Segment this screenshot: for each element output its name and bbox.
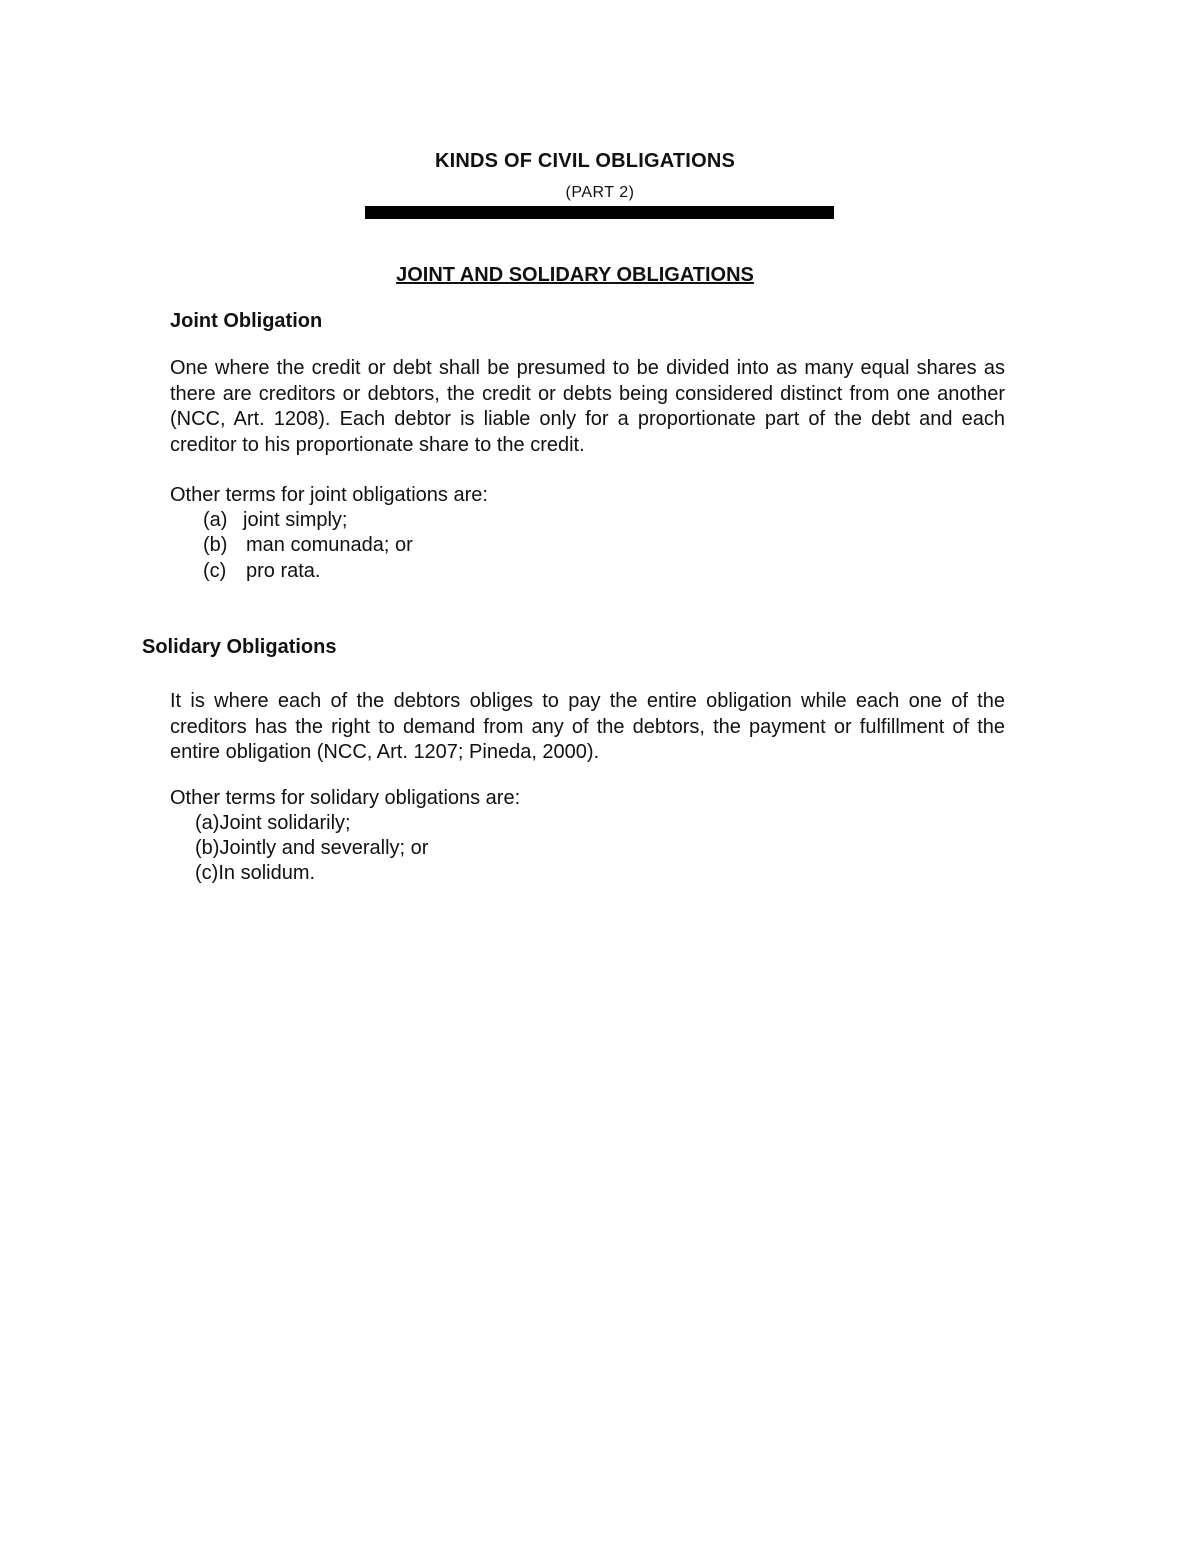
list-text: man comunada; or [246,534,413,556]
list-marker: (b) [203,534,228,556]
list-marker: (c) [203,560,227,582]
joint-obligation-paragraph: One where the credit or debt shall be presumed to be divided into as many equal shares as there are creditors or debtors, the credit or debts being considered distinct from one another (NCC, Art. 1208). Each debtor is liable only for a proportionate part of the debt and each creditor to his proportionate share to the credit. [170,357,1005,456]
list-item [203,508,347,534]
list-item [195,836,428,862]
list-item [203,559,320,585]
solidary-terms-intro: Other terms for solidary obligations are: [170,787,521,809]
section-heading: JOINT AND SOLIDARY OBLIGATIONS [396,264,754,286]
list-marker: (a) [195,812,220,834]
list-item [195,811,351,837]
list-text: joint simply; [243,509,348,531]
list-marker: (c) [195,862,219,884]
list-marker: (b) [195,837,220,859]
list-text: Jointly and severally; or [219,837,429,859]
document-subtitle: (PART 2) [565,184,635,201]
solidary-obligations-paragraph: It is where each of the debtors obliges to pay the entire obligation while each one of the creditors has the right to demand from any of the debtors, the payment or fulfillment of the entire obligation (NCC, Art. 1207; Pineda, 2000). [170,690,1005,763]
list-item [203,533,413,559]
list-text: In solidum. [218,862,316,884]
document-title: KINDS OF CIVIL OBLIGATIONS [434,150,736,172]
list-text: Joint solidarily; [219,812,351,834]
title-divider [365,206,834,219]
joint-obligation-heading: Joint Obligation [170,310,323,332]
list-marker: (a) [203,509,228,531]
solidary-obligations-heading: Solidary Obligations [142,636,337,658]
joint-terms-intro: Other terms for joint obligations are: [170,484,488,506]
list-text: pro rata. [246,560,321,582]
list-item [195,861,315,887]
